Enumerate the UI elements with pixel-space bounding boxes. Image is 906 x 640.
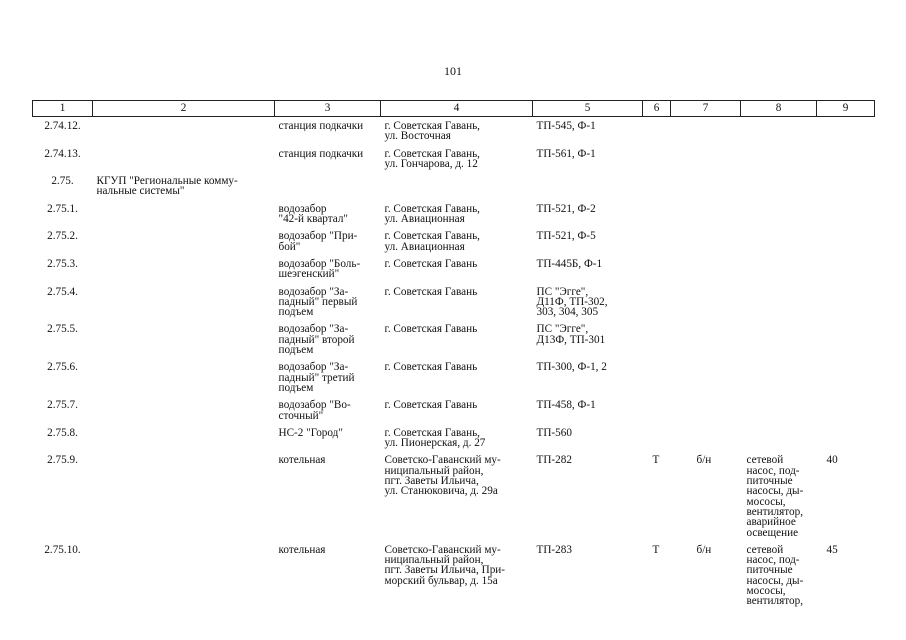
- table-row: [33, 117, 875, 147]
- organization-cell: [93, 360, 275, 398]
- power-source-cell: ТП-561, Ф-1: [536, 147, 596, 160]
- column-7-cell: [671, 285, 741, 323]
- column-header-4: 4: [381, 101, 533, 117]
- table-row: [33, 229, 875, 257]
- power-source-cell: ТП-521, Ф-5: [536, 230, 596, 243]
- organization-cell: КГУП "Региональные комму- нальные системы": [96, 175, 238, 198]
- column-7-cell: б/н: [696, 454, 712, 467]
- object-name-cell: водозабор "42-й квартал": [278, 202, 348, 226]
- object-name-cell: котельная: [278, 454, 326, 467]
- column-7-cell: [671, 398, 741, 426]
- column-header-6: 6: [643, 101, 671, 117]
- category-cell: [643, 147, 671, 175]
- equipment-cell: [741, 398, 817, 426]
- column-header-7: 7: [671, 101, 741, 117]
- address-cell: [381, 174, 533, 202]
- column-7-cell: [671, 257, 741, 285]
- category-cell: [643, 229, 671, 257]
- category-cell: [643, 322, 671, 360]
- equipment-cell: [741, 285, 817, 323]
- table-row: [33, 147, 875, 175]
- address-cell: г. Советская Гавань, ул. Пионерская, д. 27: [384, 426, 486, 450]
- organization-cell: [93, 426, 275, 454]
- power-source-cell: ТП-521, Ф-2: [536, 202, 596, 215]
- category-cell: Т: [652, 543, 660, 556]
- column-7-cell: б/н: [696, 543, 712, 556]
- organization-cell: [93, 202, 275, 230]
- address-cell: Советско-Гаванский му- ниципальный район, пгт. Заветы Ильича, При- морский бульвар, д. 15а: [384, 543, 505, 587]
- column-header-9: 9: [817, 101, 875, 117]
- power-source-cell: ТП-300, Ф-1, 2: [536, 361, 607, 374]
- equipment-cell: [741, 360, 817, 398]
- organization-cell: [93, 117, 275, 147]
- object-name-cell: водозабор "За- падный" второй подъем: [278, 323, 355, 357]
- equipment-cell: сетевой насос, под- питочные насосы, ды- мососы, вентилятор, аварийное освещение: [746, 454, 804, 539]
- value-cell: [817, 174, 875, 202]
- equipment-cell: [741, 229, 817, 257]
- organization-cell: [93, 322, 275, 360]
- organization-cell: [93, 285, 275, 323]
- column-7-cell: [671, 174, 741, 202]
- power-source-cell: ТП-545, Ф-1: [536, 120, 596, 132]
- address-cell: г. Советская Гавань, ул. Авиационная: [384, 202, 480, 226]
- table-row: [33, 453, 875, 542]
- value-cell: [817, 257, 875, 285]
- address-cell: г. Советская Гавань, ул. Восточная: [384, 120, 480, 143]
- row-number-cell: 2.75.4.: [47, 285, 78, 298]
- address-cell: Советско-Гаванский му- ниципальный район, пгт. Заветы Ильича, ул. Станюковича, д. 29а: [384, 454, 501, 498]
- power-source-cell: ТП-458, Ф-1: [536, 399, 596, 412]
- address-cell: г. Советская Гавань, ул. Гончарова, д. 12: [384, 147, 480, 170]
- row-number-cell: 2.75.8.: [47, 426, 78, 439]
- equipment-cell: [741, 426, 817, 454]
- column-7-cell: [671, 117, 741, 147]
- object-name-cell: водозабор "За- падный" третий подъем: [278, 361, 355, 394]
- row-number-cell: 2.74.12.: [44, 120, 81, 132]
- category-cell: [643, 426, 671, 454]
- object-name-cell: водозабор "Боль- шеэгенский": [278, 257, 361, 281]
- organization-cell: [93, 543, 275, 612]
- value-cell: [817, 202, 875, 230]
- address-cell: г. Советская Гавань: [384, 285, 478, 298]
- category-cell: [643, 174, 671, 202]
- power-source-cell: ТП-445Б, Ф-1: [536, 257, 603, 270]
- category-cell: [643, 398, 671, 426]
- category-cell: [643, 202, 671, 230]
- object-name-cell: водозабор "За- падный" первый подъем: [278, 285, 358, 319]
- equipment-cell: [741, 257, 817, 285]
- column-7-cell: [671, 360, 741, 398]
- table-row: [33, 285, 875, 323]
- row-number-cell: 2.75.9.: [47, 454, 78, 467]
- organization-cell: [93, 453, 275, 542]
- equipment-cell: сетевой насос, под- питочные насосы, ды- мососы, вентилятор,: [746, 543, 804, 608]
- value-cell: [817, 322, 875, 360]
- organization-cell: [93, 229, 275, 257]
- organization-cell: [93, 398, 275, 426]
- category-cell: [643, 360, 671, 398]
- row-number-cell: 2.75.10.: [44, 543, 81, 556]
- table-row: [33, 322, 875, 360]
- row-number-cell: 2.75.3.: [47, 257, 78, 270]
- category-cell: Т: [652, 454, 660, 467]
- value-cell: 45: [826, 543, 838, 556]
- power-source-cell: ПС "Эгге", Д11Ф, ТП-302, 303, 304, 305: [536, 285, 608, 319]
- column-header-1: 1: [33, 101, 93, 117]
- equipment-cell: [741, 117, 817, 147]
- table-row: [33, 202, 875, 230]
- value-cell: [817, 285, 875, 323]
- column-7-cell: [671, 147, 741, 175]
- power-source-cell: ТП-560: [536, 426, 572, 439]
- object-name-cell: водозабор "При- бой": [278, 230, 358, 253]
- category-cell: [643, 257, 671, 285]
- row-number-cell: 2.75.5.: [47, 323, 78, 336]
- object-name-cell: водозабор "Во- сточный": [278, 399, 351, 422]
- object-name-cell: станция подкачки: [278, 120, 364, 132]
- table-row: [33, 426, 875, 454]
- column-header-5: 5: [533, 101, 643, 117]
- table-row: [33, 398, 875, 426]
- table-row: [33, 257, 875, 285]
- object-name-cell: [275, 174, 381, 202]
- power-source-cell: [533, 174, 643, 202]
- column-7-cell: [671, 202, 741, 230]
- value-cell: 40: [826, 454, 838, 467]
- table-row: [33, 543, 875, 612]
- row-number-cell: 2.75.2.: [47, 230, 78, 243]
- equipment-table: [32, 100, 875, 612]
- power-source-cell: ТП-282: [536, 454, 572, 467]
- organization-cell: [93, 257, 275, 285]
- object-name-cell: котельная: [278, 543, 326, 556]
- equipment-cell: [741, 322, 817, 360]
- value-cell: [817, 229, 875, 257]
- table-row: [33, 360, 875, 398]
- row-number-cell: 2.74.13.: [44, 147, 81, 160]
- object-name-cell: станция подкачки: [278, 147, 364, 160]
- row-number-cell: 2.75.7.: [47, 399, 78, 412]
- header-row: [33, 101, 875, 117]
- column-7-cell: [671, 426, 741, 454]
- power-source-cell: ТП-283: [536, 543, 572, 556]
- table-body: [33, 117, 875, 612]
- column-7-cell: [671, 322, 741, 360]
- address-cell: г. Советская Гавань, ул. Авиационная: [384, 230, 480, 253]
- category-cell: [643, 117, 671, 147]
- address-cell: г. Советская Гавань: [384, 361, 478, 374]
- table-row: [33, 174, 875, 202]
- row-number-cell: 2.75.1.: [47, 202, 78, 215]
- value-cell: [817, 426, 875, 454]
- category-cell: [643, 285, 671, 323]
- column-header-8: 8: [741, 101, 817, 117]
- equipment-cell: [741, 174, 817, 202]
- row-number-cell: 2.75.6.: [47, 361, 78, 374]
- address-cell: г. Советская Гавань: [384, 257, 478, 270]
- address-cell: г. Советская Гавань: [384, 399, 478, 412]
- equipment-cell: [741, 147, 817, 175]
- organization-cell: [93, 147, 275, 175]
- page-number: 101: [444, 64, 462, 78]
- row-number-cell: 2.75.: [51, 175, 74, 188]
- value-cell: [817, 117, 875, 147]
- power-source-cell: ПС "Эгге", Д13Ф, ТП-301: [536, 323, 606, 346]
- column-header-2: 2: [93, 101, 275, 117]
- column-7-cell: [671, 229, 741, 257]
- value-cell: [817, 360, 875, 398]
- value-cell: [817, 398, 875, 426]
- address-cell: г. Советская Гавань: [384, 323, 478, 336]
- column-header-3: 3: [275, 101, 381, 117]
- equipment-cell: [741, 202, 817, 230]
- object-name-cell: НС-2 "Город": [278, 426, 343, 439]
- value-cell: [817, 147, 875, 175]
